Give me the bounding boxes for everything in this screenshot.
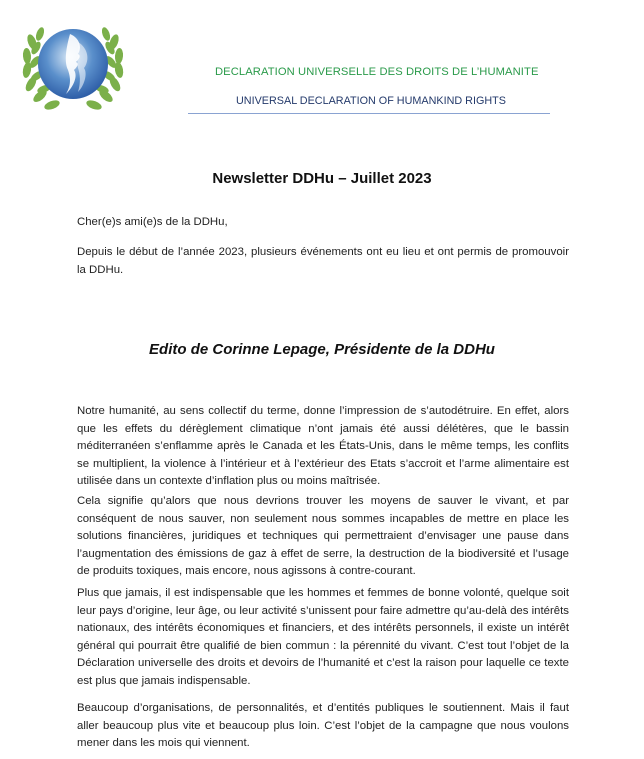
greeting: Cher(e)s ami(e)s de la DDHu, bbox=[77, 216, 228, 228]
edito-title: Edito de Corinne Lepage, Présidente de la DDHu bbox=[149, 341, 495, 358]
edito-paragraph: Beaucoup d’organisations, de personnalités, et d’entités publiques le soutiennent. Mais il faut aller beaucoup plus vite et beaucoup plus loin. C’est l’objet de la campagne que nous voulons mener dans les mois qui viennent. bbox=[77, 702, 569, 750]
org-name-fr: DECLARATION UNIVERSELLE DES DROITS DE L’HUMANITE bbox=[215, 66, 539, 78]
newsletter-title: Newsletter DDHu – Juillet 2023 bbox=[212, 170, 432, 187]
intro-paragraph: Depuis le début de l’année 2023, plusieurs événements ont eu lieu et ont permis de promouvoir la DDHu. bbox=[77, 246, 569, 276]
edito-paragraph: Notre humanité, au sens collectif du terme, donne l’impression de s’autodétruire. En effet, alors que les effets du dérèglement climatique n’ont jamais été aussi délétères, que le bassin méditerranéen s’enflamme après le Canada et les États-Unis, dans le même temps, les conflits se multiplient, la violence à l’intérieur et à l’extérieur des Etats s’accroit et l’arme alimentaire est utilisée dans un contexte d’inflation plus ou moins maîtrisée. bbox=[77, 405, 569, 488]
org-name-en: UNIVERSAL DECLARATION OF HUMANKIND RIGHTS bbox=[236, 95, 506, 107]
header-divider bbox=[188, 113, 550, 114]
edito-paragraph: Plus que jamais, il est indispensable que les hommes et femmes de bonne volonté, quelque soit leur pays d’origine, leur âge, ou leur activité s’unissent pour faire admettre qu’au-delà des intérêts nationaux, des intérêts économiques et financiers, et des intérêts personnels, il existe un intérêt général qui pourrait être qualifié de bien commun : la pérennité du vivant. C’est tout l’objet de la Déclaration universelle des droits et devoirs de l’humanité et c’est la raison pour laquelle ce texte est plus que jamais indispensable. bbox=[77, 587, 569, 687]
edito-paragraph: Cela signifie qu’alors que nous devrions trouver les moyens de sauver le vivant, et par conséquent de nous sauver, non seulement nous sommes incapables de mettre en place les solutions financières, juridiques et techniques qui permettraient d’envisager une pause dans l’augmentation des émissions de gaz à effet de serre, la destruction de la biodiversité et l’usage de produits toxiques, mais encore, nous agissons à contre-courant. bbox=[77, 495, 569, 578]
ddhu-logo bbox=[18, 12, 128, 120]
